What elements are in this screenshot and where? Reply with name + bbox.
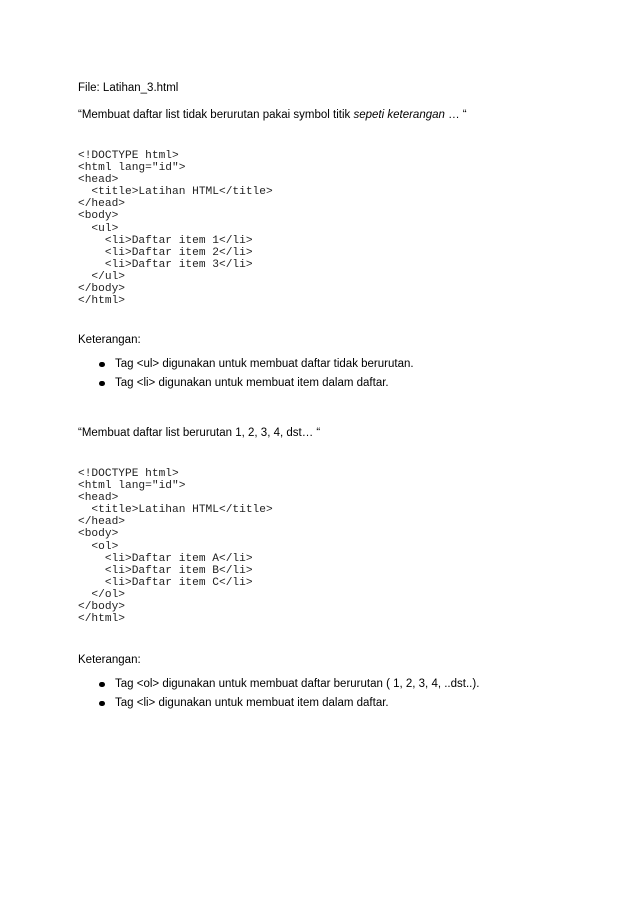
code-line: <ul> <box>78 222 119 235</box>
code-line: <li>Daftar item C</li> <box>78 576 253 589</box>
code-line: <li>Daftar item B</li> <box>78 564 253 577</box>
section1-bullet-list <box>78 355 414 393</box>
code-line: </html> <box>78 295 125 308</box>
code-line: <!DOCTYPE html> <box>78 150 179 162</box>
list-item: Tag <ol> digunakan untuk membuat daftar berurutan ( 1, 2, 3, 4, ..dst..). <box>78 675 479 694</box>
list-item: Tag <ul> digunakan untuk membuat daftar tidak berurutan. <box>78 355 414 374</box>
section1-heading-end: … “ <box>444 109 467 121</box>
code-line: </body> <box>78 283 125 296</box>
code-line: </html> <box>78 613 125 626</box>
code-line: </ol> <box>78 588 125 601</box>
section1-heading-start: “Membuat daftar list tidak berurutan pakai symbol titik <box>78 109 354 121</box>
section1-keterangan-label: Keterangan: <box>78 334 141 346</box>
code-line: <title>Latihan HTML</title> <box>78 504 273 517</box>
code-line: <title>Latihan HTML</title> <box>78 186 273 199</box>
code-line: <li>Daftar item A</li> <box>78 552 253 565</box>
code-line: </ul> <box>78 270 125 283</box>
code-line: </head> <box>78 198 125 211</box>
section1-code-block <box>78 150 273 307</box>
section2-heading: “Membuat daftar list berurutan 1, 2, 3, 4, dst… “ <box>78 427 321 439</box>
code-line: <!DOCTYPE html> <box>78 468 179 480</box>
file-name-line: File: Latihan_3.html <box>78 82 179 94</box>
code-line: <head> <box>78 174 119 187</box>
code-line: </body> <box>78 601 125 614</box>
section1-heading <box>78 108 467 122</box>
list-item: Tag <li> digunakan untuk membuat item dalam daftar. <box>78 374 414 393</box>
code-line: <body> <box>78 528 119 541</box>
code-line: </head> <box>78 516 125 529</box>
code-line: <li>Daftar item 3</li> <box>78 258 253 271</box>
code-line: <li>Daftar item 2</li> <box>78 246 253 259</box>
code-line: <ol> <box>78 540 119 553</box>
list-item: Tag <li> digunakan untuk membuat item dalam daftar. <box>78 694 479 713</box>
code-line: <html lang="id"> <box>78 162 186 175</box>
section2-keterangan-label: Keterangan: <box>78 654 141 666</box>
section2-code-block <box>78 468 273 625</box>
code-line: <li>Daftar item 1</li> <box>78 234 253 247</box>
section1-heading-italic: sepeti keterangan <box>353 109 445 121</box>
code-line: <head> <box>78 492 119 505</box>
section2-bullet-list <box>78 675 479 713</box>
code-line: <html lang="id"> <box>78 480 186 493</box>
code-line: <body> <box>78 210 119 223</box>
